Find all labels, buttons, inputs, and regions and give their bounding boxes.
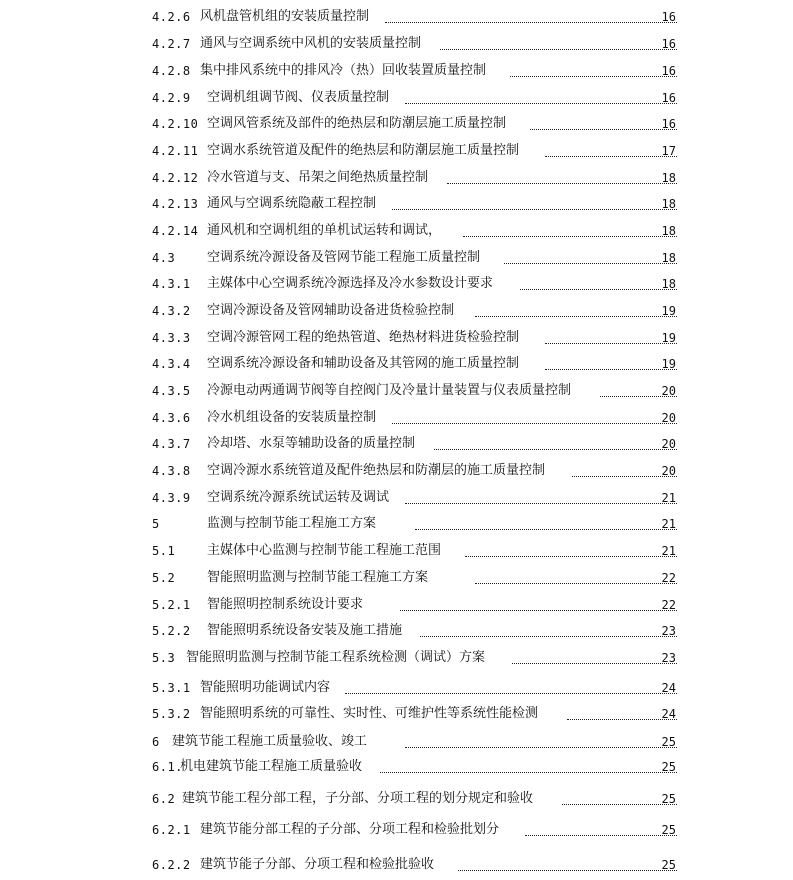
toc-entry-title: 通风机和空调机组的单机试运转和调试， <box>207 223 442 238</box>
toc-entry[interactable] <box>0 514 793 534</box>
toc-entry-number: 5.2.1 <box>152 598 191 612</box>
toc-entry[interactable] <box>0 488 793 508</box>
toc-entry-title: 空调机组调节阀、仪表质量控制 <box>207 90 390 105</box>
toc-entry-title: 空调系统冷源设备及管网节能工程施工质量控制 <box>207 250 481 265</box>
toc-entry[interactable] <box>0 194 793 214</box>
toc-entry-page-number: 22 <box>661 598 676 612</box>
toc-entry[interactable] <box>0 568 793 588</box>
toc-entry-number: 4.3.6 <box>152 411 191 425</box>
toc-entry-page-number: 18 <box>661 171 676 185</box>
toc-entry-page-number: 20 <box>661 437 676 451</box>
toc-entry-page-number: 18 <box>661 197 676 211</box>
toc-dot-leader <box>405 103 677 104</box>
toc-entry-number: 6.1. <box>152 760 183 774</box>
toc-entry-number: 4.3.4 <box>152 357 191 371</box>
toc-entry-title: 智能照明监测与控制节能工程系统检测（调试）方案 <box>186 650 486 665</box>
toc-entry[interactable] <box>0 408 793 428</box>
toc-entry-title: 冷源电动两通调节阀等自控阀门及冷量计量装置与仪表质量控制 <box>207 383 572 398</box>
toc-dot-leader <box>415 529 677 530</box>
toc-entry-number: 5.2.2 <box>152 624 191 638</box>
toc-entry[interactable] <box>0 61 793 81</box>
toc-entry-page-number: 21 <box>661 491 676 505</box>
toc-entry-number: 4.3.9 <box>152 491 191 505</box>
toc-entry-page-number: 21 <box>661 517 676 531</box>
toc-entry-title: 建筑节能工程施工质量验收、竣工 <box>172 734 368 749</box>
toc-entry-page-number: 24 <box>661 681 676 695</box>
toc-entry-title: 空调冷源水系统管道及配件绝热层和防潮层的施工质量控制 <box>207 463 546 478</box>
toc-entry-title: 冷却塔、水泵等辅助设备的质量控制 <box>207 436 416 451</box>
toc-entry-page-number: 18 <box>661 277 676 291</box>
toc-entry[interactable] <box>0 855 793 875</box>
toc-entry-page-number: 25 <box>661 823 676 837</box>
toc-entry-number: 4.2.14 <box>152 224 199 238</box>
toc-entry-page-number: 16 <box>661 117 676 131</box>
toc-entry-page-number: 20 <box>661 464 676 478</box>
toc-entry-title: 智能照明功能调试内容 <box>200 680 331 695</box>
toc-dot-leader <box>567 719 677 720</box>
toc-entry[interactable] <box>0 595 793 615</box>
toc-entry-title: 风机盘管机组的安装质量控制 <box>200 9 370 24</box>
toc-entry[interactable] <box>0 328 793 348</box>
toc-entry[interactable] <box>0 757 793 777</box>
toc-dot-leader <box>458 870 677 871</box>
toc-entry-page-number: 19 <box>661 357 676 371</box>
toc-entry-number: 5.3.1 <box>152 681 191 695</box>
toc-entry[interactable] <box>0 141 793 161</box>
toc-entry[interactable] <box>0 704 793 724</box>
toc-entry-page-number: 18 <box>661 251 676 265</box>
toc-entry-title: 智能照明控制系统设计要求 <box>207 597 364 612</box>
toc-entry[interactable] <box>0 168 793 188</box>
toc-entry-page-number: 22 <box>661 571 676 585</box>
toc-entry-title: 空调系统冷源设备和辅助设备及其管网的施工质量控制 <box>207 356 520 371</box>
toc-dot-leader <box>504 263 677 264</box>
toc-entry[interactable] <box>0 301 793 321</box>
toc-dot-leader <box>447 183 677 184</box>
toc-dot-leader <box>465 556 677 557</box>
toc-dot-leader <box>530 129 677 130</box>
toc-dot-leader <box>392 209 677 210</box>
toc-entry-title: 机电建筑节能工程施工质量验收 <box>180 759 363 774</box>
toc-entry-title: 空调冷源设备及管网辅助设备进货检验控制 <box>207 303 455 318</box>
toc-dot-leader <box>545 156 677 157</box>
toc-entry-page-number: 25 <box>661 760 676 774</box>
toc-entry-number: 5 <box>152 517 160 531</box>
toc-entry[interactable] <box>0 34 793 54</box>
toc-entry-title: 空调水系统管道及配件的绝热层和防潮层施工质量控制 <box>207 143 520 158</box>
toc-entry-page-number: 25 <box>661 792 676 806</box>
toc-entry[interactable] <box>0 434 793 454</box>
toc-entry-number: 4.3 <box>152 251 176 265</box>
toc-entry-number: 4.2.7 <box>152 37 191 51</box>
toc-dot-leader <box>525 835 677 836</box>
toc-entry[interactable] <box>0 248 793 268</box>
toc-entry-title: 通风与空调系统隐蔽工程控制 <box>207 196 377 211</box>
toc-entry-number: 5.3.2 <box>152 707 191 721</box>
toc-entry[interactable] <box>0 732 793 752</box>
toc-entry-number: 5.3 <box>152 651 176 665</box>
toc-entry-title: 智能照明系统设备安装及施工措施 <box>207 623 403 638</box>
toc-entry[interactable] <box>0 7 793 27</box>
toc-entry-page-number: 20 <box>661 384 676 398</box>
toc-dot-leader <box>562 804 677 805</box>
toc-entry-page-number: 23 <box>661 624 676 638</box>
toc-entry-page-number: 25 <box>661 858 676 872</box>
toc-dot-leader <box>463 236 677 237</box>
toc-entry-number: 4.3.5 <box>152 384 191 398</box>
toc-entry-page-number: 16 <box>661 91 676 105</box>
toc-entry-title: 空调冷源管网工程的绝热管道、绝热材料进货检验控制 <box>207 330 520 345</box>
toc-entry-number: 6.2 <box>152 792 176 806</box>
toc-entry-page-number: 20 <box>661 411 676 425</box>
toc-entry[interactable] <box>0 221 793 241</box>
toc-entry-number: 4.2.9 <box>152 91 191 105</box>
toc-entry-title: 建筑节能工程分部工程，子分部、分项工程的划分规定和验收 <box>182 791 534 806</box>
toc-entry[interactable] <box>0 541 793 561</box>
toc-entry[interactable] <box>0 648 793 668</box>
toc-entry-page-number: 24 <box>661 707 676 721</box>
toc-entry-title: 智能照明监测与控制节能工程施工方案 <box>207 570 429 585</box>
toc-entry-number: 6 <box>152 735 160 749</box>
toc-dot-leader <box>512 663 677 664</box>
toc-entry-page-number: 19 <box>661 304 676 318</box>
toc-entry[interactable] <box>0 789 793 809</box>
toc-entry-title: 智能照明系统的可靠性、实时性、可维护性等系统性能检测 <box>200 706 539 721</box>
toc-dot-leader <box>345 693 677 694</box>
toc-entry-number: 4.3.2 <box>152 304 191 318</box>
toc-entry-title: 集中排风系统中的排风冷（热）回收装置质量控制 <box>200 63 487 78</box>
toc-entry-title: 主媒体中心空调系统冷源选择及冷水参数设计要求 <box>207 276 494 291</box>
toc-entry[interactable] <box>0 820 793 840</box>
toc-entry-number: 4.2.11 <box>152 144 199 158</box>
toc-entry-title: 空调风管系统及部件的绝热层和防潮层施工质量控制 <box>207 116 507 131</box>
toc-dot-leader <box>520 289 677 290</box>
toc-entry-number: 5.2 <box>152 571 176 585</box>
toc-entry-number: 4.2.12 <box>152 171 199 185</box>
toc-dot-leader <box>380 772 677 773</box>
toc-entry-title: 主媒体中心监测与控制节能工程施工范围 <box>207 543 442 558</box>
toc-entry-title: 建筑节能分部工程的子分部、分项工程和检验批划分 <box>200 822 500 837</box>
toc-entry[interactable] <box>0 678 793 698</box>
toc-entry-number: 4.2.10 <box>152 117 199 131</box>
toc-dot-leader <box>545 343 677 344</box>
toc-entry-title: 建筑节能子分部、分项工程和检验批验收 <box>200 857 435 872</box>
toc-dot-leader <box>405 747 677 748</box>
toc-entry-title: 通风与空调系统中风机的安装质量控制 <box>200 36 422 51</box>
toc-entry-page-number: 23 <box>661 651 676 665</box>
toc-entry-number: 4.2.13 <box>152 197 199 211</box>
toc-entry[interactable] <box>0 354 793 374</box>
toc-entry-title: 冷水机组设备的安装质量控制 <box>207 410 377 425</box>
toc-entry-page-number: 16 <box>661 64 676 78</box>
toc-entry[interactable] <box>0 621 793 641</box>
toc-entry[interactable] <box>0 114 793 134</box>
toc-entry-title: 冷水管道与支、吊架之间绝热质量控制 <box>207 170 429 185</box>
toc-entry[interactable] <box>0 274 793 294</box>
toc-dot-leader <box>440 49 677 50</box>
toc-entry-number: 4.3.7 <box>152 437 191 451</box>
toc-dot-leader <box>385 22 677 23</box>
toc-entry-title: 空调系统冷源系统试运转及调试 <box>207 490 390 505</box>
toc-entry-page-number: 21 <box>661 544 676 558</box>
toc-dot-leader <box>400 610 677 611</box>
toc-entry-page-number: 25 <box>661 735 676 749</box>
toc-entry-page-number: 17 <box>661 144 676 158</box>
toc-dot-leader <box>510 76 677 77</box>
toc-entry-number: 4.2.8 <box>152 64 191 78</box>
toc-entry-number: 4.3.1 <box>152 277 191 291</box>
toc-dot-leader <box>434 449 677 450</box>
toc-entry[interactable] <box>0 461 793 481</box>
toc-entry-number: 4.3.3 <box>152 331 191 345</box>
toc-entry-page-number: 16 <box>661 37 676 51</box>
toc-entry-number: 6.2.1 <box>152 823 191 837</box>
toc-entry-number: 4.3.8 <box>152 464 191 478</box>
toc-entry-page-number: 18 <box>661 224 676 238</box>
toc-dot-leader <box>420 636 677 637</box>
toc-entry-page-number: 16 <box>661 10 676 24</box>
toc-entry[interactable] <box>0 381 793 401</box>
toc-dot-leader <box>392 423 677 424</box>
toc-entry-number: 5.1 <box>152 544 176 558</box>
toc-entry-page-number: 19 <box>661 331 676 345</box>
toc-dot-leader <box>405 503 677 504</box>
toc-dot-leader <box>475 583 677 584</box>
toc-entry-number: 4.2.6 <box>152 10 191 24</box>
toc-entry-title: 监测与控制节能工程施工方案 <box>207 516 377 531</box>
toc-entry-number: 6.2.2 <box>152 858 191 872</box>
toc-entry[interactable] <box>0 88 793 108</box>
toc-dot-leader <box>545 369 677 370</box>
toc-dot-leader <box>475 316 677 317</box>
